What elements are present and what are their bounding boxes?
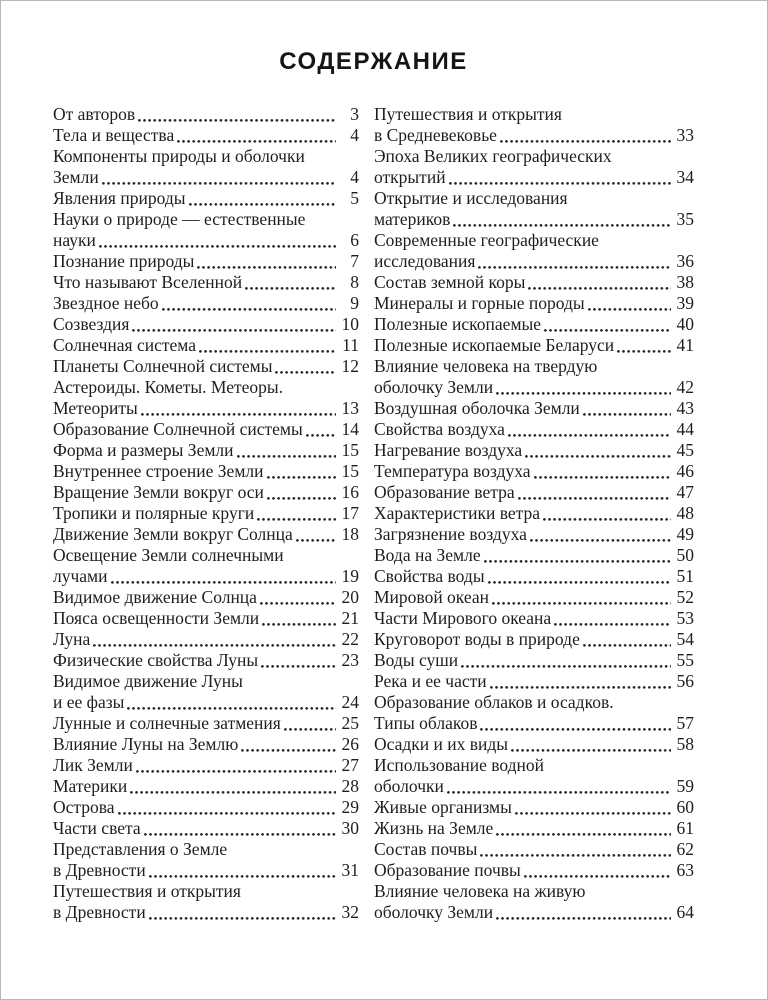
toc-entry-title: Река и ее части [374, 671, 487, 691]
toc-entry-line: Использование водной [374, 755, 545, 775]
toc-entry [374, 797, 694, 818]
toc-entry-title: Жизнь на Земле [374, 818, 494, 838]
toc-entry-title: Полезные ископаемые [374, 314, 542, 334]
toc-entry-title: Вращение Земли вокруг оси [53, 482, 264, 502]
dot-leader [132, 329, 336, 332]
toc-page-number: 7 [350, 251, 359, 271]
toc-entry [53, 608, 359, 629]
toc-entry [53, 230, 359, 251]
toc-page-number: 30 [341, 818, 359, 838]
dot-leader [525, 455, 671, 458]
toc-entry-title: оболочку Земли [374, 902, 494, 922]
toc-entry [374, 272, 694, 293]
dot-leader [554, 623, 671, 626]
toc-entry [53, 104, 359, 125]
toc-page-number: 29 [341, 797, 359, 817]
toc-entry-title: Острова [53, 797, 115, 817]
toc-page-number: 57 [676, 713, 694, 733]
toc-entry-line: Астероиды. Кометы. Метеоры. [53, 377, 284, 397]
toc-entry [53, 356, 359, 377]
dot-leader [461, 665, 671, 668]
toc-entry-title: Тела и вещества [53, 125, 175, 145]
toc-page-number: 60 [676, 797, 694, 817]
toc-entry [374, 314, 694, 335]
toc-entry [53, 419, 359, 440]
toc-entry-title: Воздушная оболочка Земли [374, 398, 580, 418]
toc-entry [374, 587, 694, 608]
dot-leader [261, 665, 336, 668]
toc-entry-title: Характеристики ветра [374, 503, 541, 523]
dot-leader [515, 812, 671, 815]
toc-entry [53, 188, 359, 209]
toc-entry [374, 524, 694, 545]
dot-leader [496, 392, 671, 395]
toc-entry-title: От авторов [53, 104, 136, 124]
toc-entry [374, 713, 694, 734]
dot-leader [144, 833, 336, 836]
toc-entry-line: Компоненты природы и оболочки [53, 146, 305, 166]
toc-entry-title: Познание природы [53, 251, 195, 271]
toc-page-number: 28 [341, 776, 359, 796]
toc-page-number: 62 [676, 839, 694, 859]
dot-leader [583, 413, 671, 416]
toc-entry [53, 524, 359, 545]
toc-page-number: 21 [341, 608, 359, 628]
toc-entry-title: Луна [53, 629, 91, 649]
toc-entry-title: лучами [53, 566, 108, 586]
toc-entry [53, 440, 359, 461]
dot-leader [480, 854, 671, 857]
toc-entry-title: в Древности [53, 860, 146, 880]
toc-page-number: 26 [341, 734, 359, 754]
toc-page-number: 55 [676, 650, 694, 670]
dot-leader [296, 539, 336, 542]
toc-page-number: 52 [676, 587, 694, 607]
toc-page-number: 6 [350, 230, 359, 250]
toc-columns [53, 104, 694, 923]
toc-entry [53, 818, 359, 839]
toc-page-number: 12 [341, 356, 359, 376]
toc-page-number: 14 [341, 419, 359, 439]
dot-leader [275, 371, 336, 374]
toc-page-number: 18 [341, 524, 359, 544]
dot-leader [449, 182, 671, 185]
toc-entry [374, 125, 694, 146]
toc-entry [374, 398, 694, 419]
toc-entry [53, 734, 359, 755]
toc-entry-title: Физические свойства Луны [53, 650, 259, 670]
toc-page-number: 47 [676, 482, 694, 502]
toc-page-number: 59 [676, 776, 694, 796]
toc-entry-title: Свойства воды [374, 566, 485, 586]
toc-entry [374, 167, 694, 188]
dot-leader [130, 791, 336, 794]
toc-entry-line: Эпоха Великих географических [374, 146, 612, 166]
toc-entry [374, 419, 694, 440]
toc-entry [374, 482, 694, 503]
dot-leader [496, 917, 671, 920]
toc-entry-line: Влияние человека на твердую [374, 356, 598, 376]
toc-page-number: 43 [676, 398, 694, 418]
dot-leader [518, 497, 671, 500]
toc-entry [374, 503, 694, 524]
toc-page-number: 48 [676, 503, 694, 523]
toc-entry [53, 125, 359, 146]
toc-entry-title: Мировой океан [374, 587, 489, 607]
dot-leader [524, 875, 671, 878]
toc-page-number: 64 [676, 902, 694, 922]
toc-entry-line: Видимое движение Луны [53, 671, 243, 691]
toc-page-number: 17 [341, 503, 359, 523]
dot-leader [257, 518, 336, 521]
dot-leader [111, 581, 337, 584]
toc-entry [53, 713, 359, 734]
dot-leader [149, 917, 336, 920]
toc-entry [53, 461, 359, 482]
page-title: СОДЕРЖАНИЕ [279, 48, 468, 75]
toc-entry [374, 377, 694, 398]
toc-page-number: 10 [341, 314, 359, 334]
toc-page-number: 39 [676, 293, 694, 313]
toc-column-right [374, 104, 694, 923]
toc-entry [53, 797, 359, 818]
toc-entry [374, 440, 694, 461]
toc-entry [374, 293, 694, 314]
toc-entry [53, 587, 359, 608]
toc-entry-line: Образование облаков и осадков. [374, 692, 614, 712]
dot-leader [127, 707, 336, 710]
dot-leader [241, 749, 336, 752]
toc-page-number: 44 [676, 419, 694, 439]
toc-entry-title: Круговорот воды в природе [374, 629, 580, 649]
toc-entry [53, 566, 359, 587]
toc-page-number: 23 [341, 650, 359, 670]
toc-entry [53, 272, 359, 293]
toc-entry-line: Открытие и исследования [374, 188, 568, 208]
toc-page-number: 40 [676, 314, 694, 334]
toc-entry [53, 860, 359, 881]
toc-page-number: 16 [341, 482, 359, 502]
toc-entry-title: открытий [374, 167, 446, 187]
dot-leader [267, 497, 336, 500]
dot-leader [453, 224, 671, 227]
toc-page-number: 34 [676, 167, 694, 187]
toc-entry-line: Путешествия и открытия [374, 104, 562, 124]
dot-leader [617, 350, 671, 353]
dot-leader [484, 560, 671, 563]
dot-leader [496, 833, 671, 836]
dot-leader [267, 476, 337, 479]
toc-page-number: 24 [341, 692, 359, 712]
toc-page-number: 25 [341, 713, 359, 733]
dot-leader [508, 434, 671, 437]
toc-page-number: 19 [341, 566, 359, 586]
toc-page-number: 53 [676, 608, 694, 628]
dot-leader [528, 287, 671, 290]
toc-page-number: 5 [350, 188, 359, 208]
toc-entry-title: Влияние Луны на Землю [53, 734, 239, 754]
toc-entry-title: Свойства воздуха [374, 419, 505, 439]
toc-page-number: 42 [676, 377, 694, 397]
toc-page-number: 36 [676, 251, 694, 271]
toc-entry-title: Солнечная система [53, 335, 197, 355]
toc-entry-title: Планеты Солнечной системы [53, 356, 273, 376]
toc-entry [53, 692, 359, 713]
dot-leader [492, 602, 671, 605]
toc-page-number: 63 [676, 860, 694, 880]
dot-leader [306, 434, 336, 437]
toc-entry-title: Образование Солнечной системы [53, 419, 303, 439]
toc-entry-line: Современные географические [374, 230, 599, 250]
toc-entry [53, 902, 359, 923]
toc-entry-title: Состав земной коры [374, 272, 526, 292]
toc-entry-title: Материки [53, 776, 128, 796]
toc-page-number: 46 [676, 461, 694, 481]
dot-leader [177, 140, 336, 143]
dot-leader [197, 266, 336, 269]
toc-entry-title: оболочку Земли [374, 377, 494, 397]
toc-entry [374, 839, 694, 860]
toc-entry-title: Внутреннее строение Земли [53, 461, 264, 481]
toc-page-number: 4 [350, 125, 359, 145]
dot-leader [488, 581, 671, 584]
dot-leader [534, 476, 671, 479]
toc-entry [53, 629, 359, 650]
toc-page-number: 4 [350, 167, 359, 187]
toc-page-number: 45 [676, 440, 694, 460]
toc-entry-title: Минералы и горные породы [374, 293, 585, 313]
toc-entry-title: Вода на Земле [374, 545, 481, 565]
dot-leader [530, 539, 671, 542]
toc-entry-title: материков [374, 209, 451, 229]
toc-page-number: 31 [341, 860, 359, 880]
dot-leader [149, 875, 336, 878]
toc-entry [53, 776, 359, 797]
toc-entry-title: Нагревание воздуха [374, 440, 523, 460]
toc-entry [374, 860, 694, 881]
toc-page-number: 8 [350, 272, 359, 292]
toc-entry-title: Лунные и солнечные затмения [53, 713, 281, 733]
toc-page-number: 49 [676, 524, 694, 544]
dot-leader [588, 308, 671, 311]
toc-entry [374, 902, 694, 923]
dot-leader [189, 203, 337, 206]
toc-entry [53, 503, 359, 524]
dot-leader [141, 413, 336, 416]
toc-entry [374, 608, 694, 629]
toc-entry [53, 251, 359, 272]
dot-leader [543, 518, 671, 521]
toc-page-number: 56 [676, 671, 694, 691]
toc-entry-title: Полезные ископаемые Беларуси [374, 335, 615, 355]
toc-entry-line: Путешествия и открытия [53, 881, 241, 901]
toc-entry-title: оболочки [374, 776, 444, 796]
toc-page-number: 35 [676, 209, 694, 229]
toc-entry [53, 482, 359, 503]
dot-leader [500, 140, 671, 143]
toc-page-number: 50 [676, 545, 694, 565]
toc-entry [374, 566, 694, 587]
toc-entry-title: Воды суши [374, 650, 459, 670]
toc-entry [374, 650, 694, 671]
toc-entry [53, 314, 359, 335]
dot-leader [102, 182, 336, 185]
toc-page-number: 20 [341, 587, 359, 607]
toc-entry-title: Явления природы [53, 188, 186, 208]
dot-leader [118, 812, 336, 815]
toc-page-number: 9 [350, 293, 359, 313]
toc-entry [53, 398, 359, 419]
toc-entry [53, 293, 359, 314]
toc-entry [374, 209, 694, 230]
toc-entry-title: Форма и размеры Земли [53, 440, 234, 460]
toc-page-number: 58 [676, 734, 694, 754]
toc-entry-title: Осадки и их виды [374, 734, 509, 754]
toc-entry-title: Лик Земли [53, 755, 133, 775]
toc-entry-line: Науки о природе — естественные [53, 209, 306, 229]
dot-leader [447, 791, 671, 794]
toc-entry [53, 167, 359, 188]
toc-entry-line: Влияние человека на живую [374, 881, 586, 901]
toc-entry-title: Созвездия [53, 314, 130, 334]
toc-entry-title: Части света [53, 818, 141, 838]
toc-entry-line: Представления о Земле [53, 839, 228, 859]
dot-leader [93, 644, 336, 647]
dot-leader [136, 770, 336, 773]
toc-entry-title: Движение Земли вокруг Солнца [53, 524, 293, 544]
toc-entry-title: Пояса освещенности Земли [53, 608, 260, 628]
toc-entry [53, 335, 359, 356]
toc-entry-title: Звездное небо [53, 293, 159, 313]
toc-entry [374, 671, 694, 692]
dot-leader [260, 602, 336, 605]
toc-page-number: 15 [341, 440, 359, 460]
toc-entry-title: Живые организмы [374, 797, 512, 817]
dot-leader [245, 287, 336, 290]
dot-leader [490, 686, 671, 689]
toc-entry-title: Видимое движение Солнца [53, 587, 257, 607]
toc-page-number: 51 [676, 566, 694, 586]
toc-entry-title: Метеориты [53, 398, 138, 418]
toc-entry-title: Образование почвы [374, 860, 521, 880]
toc-entry-title: Состав почвы [374, 839, 478, 859]
dot-leader [138, 119, 336, 122]
dot-leader [284, 728, 336, 731]
toc-entry-title: Части Мирового океана [374, 608, 552, 628]
toc-entry-title: Земли [53, 167, 99, 187]
toc-page-number: 61 [676, 818, 694, 838]
dot-leader [544, 329, 671, 332]
toc-entry [374, 251, 694, 272]
toc-column-left [53, 104, 359, 923]
toc-entry [374, 818, 694, 839]
dot-leader [583, 644, 671, 647]
toc-entry [374, 461, 694, 482]
toc-entry [374, 545, 694, 566]
dot-leader [480, 728, 671, 731]
toc-page-number: 54 [676, 629, 694, 649]
toc-entry-title: науки [53, 230, 96, 250]
toc-entry [53, 755, 359, 776]
toc-page-number: 27 [341, 755, 359, 775]
toc-page-number: 33 [676, 125, 694, 145]
toc-page-number: 32 [341, 902, 359, 922]
dot-leader [511, 749, 671, 752]
toc-entry [374, 629, 694, 650]
toc-page-number: 13 [341, 398, 359, 418]
toc-page-number: 38 [676, 272, 694, 292]
toc-entry-title: Образование ветра [374, 482, 515, 502]
toc-page-number: 15 [341, 461, 359, 481]
toc-entry-line: Освещение Земли солнечными [53, 545, 284, 565]
toc-entry-title: исследования [374, 251, 476, 271]
dot-leader [478, 266, 671, 269]
toc-entry-title: Загрязнение воздуха [374, 524, 527, 544]
toc-entry-title: в Древности [53, 902, 146, 922]
toc-entry-title: и ее фазы [53, 692, 125, 712]
dot-leader [199, 350, 336, 353]
toc-entry-title: Типы облаков [374, 713, 478, 733]
toc-entry [374, 776, 694, 797]
toc-entry [374, 335, 694, 356]
dot-leader [99, 245, 336, 248]
dot-leader [162, 308, 336, 311]
toc-entry-title: в Средневековье [374, 125, 497, 145]
toc-entry [374, 734, 694, 755]
toc-entry-title: Что называют Вселенной [53, 272, 243, 292]
toc-page-number: 3 [350, 104, 359, 124]
toc-entry-title: Тропики и полярные круги [53, 503, 255, 523]
toc-page-number: 22 [341, 629, 359, 649]
toc-page-number: 41 [676, 335, 694, 355]
dot-leader [237, 455, 336, 458]
toc-page-number: 11 [342, 335, 359, 355]
toc-entry [53, 650, 359, 671]
dot-leader [262, 623, 336, 626]
toc-entry-title: Температура воздуха [374, 461, 531, 481]
